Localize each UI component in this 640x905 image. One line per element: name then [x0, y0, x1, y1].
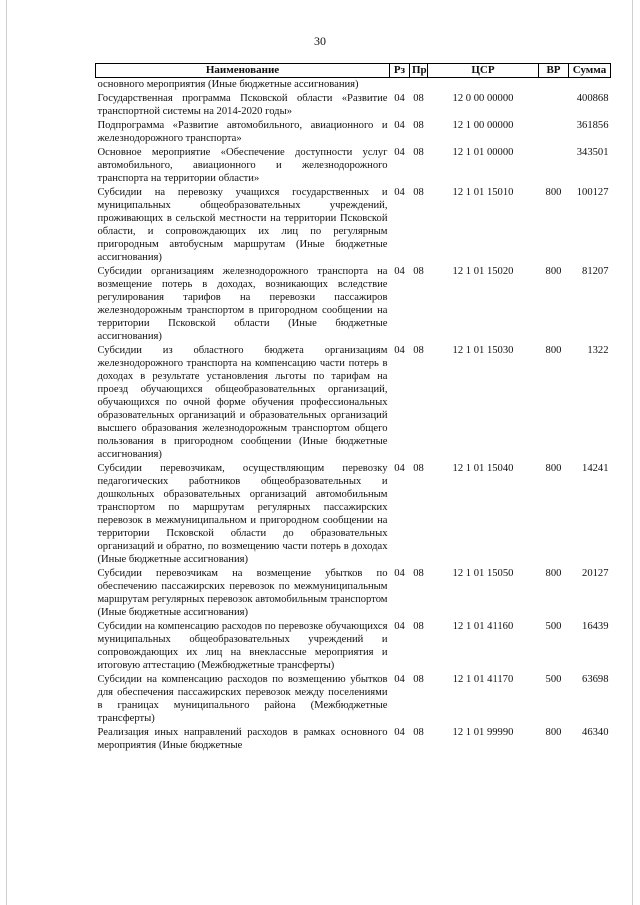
cell-vr: [539, 146, 569, 186]
cell-pr: 08: [413, 674, 424, 685]
cell-sum: 20127: [582, 568, 609, 579]
cell-vr: 500: [545, 674, 562, 685]
column-header-rz: Рз: [390, 64, 410, 78]
cell-name: Субсидии перевозчикам на возмещение убытков по обеспечению пассажирских перевозок по межмуниципальным маршрутам регулярных перевозок автомобильным транспортом (Иные бюджетные ассигнования): [97, 568, 388, 618]
cell-rz: 04: [394, 266, 405, 277]
cell-csr: 12 0 00 00000: [452, 93, 514, 104]
table-row: [96, 344, 611, 462]
cell-sum: 343501: [576, 147, 609, 158]
table-row: [96, 726, 611, 753]
table-row: [96, 567, 611, 620]
cell-vr: 800: [545, 463, 562, 474]
cell-csr: 12 1 01 15030: [452, 345, 514, 356]
cell-rz: 04: [394, 147, 405, 158]
table-header: [96, 64, 611, 78]
cell-vr: [539, 78, 569, 93]
cell-vr: 800: [545, 568, 562, 579]
cell-csr: [428, 78, 539, 93]
cell-vr: 800: [545, 727, 562, 738]
cell-name: Субсидии на компенсацию расходов по перевозке обучающихся муниципальных общеобразовательных учреждений и сопровождающих их лиц на внеклассные мероприятия и итоговую аттестацию (Межбюджетные трансферты): [97, 621, 388, 671]
column-header-pr: Пр: [410, 64, 428, 78]
cell-vr: 800: [545, 345, 562, 356]
cell-rz: 04: [394, 93, 405, 104]
scan-edge-right: [632, 0, 633, 905]
cell-pr: [410, 78, 428, 93]
cell-sum: 46340: [582, 727, 609, 738]
cell-csr: 12 1 01 99990: [452, 727, 514, 738]
column-header-sum: Сумма: [569, 64, 611, 78]
table-row: [96, 620, 611, 673]
cell-rz: 04: [394, 568, 405, 579]
cell-csr: 12 1 01 15010: [452, 187, 514, 198]
cell-sum: 361856: [576, 120, 609, 131]
table-row: [96, 462, 611, 567]
cell-name: Реализация иных направлений расходов в рамках основного мероприятия (Иные бюджетные: [97, 727, 388, 751]
cell-pr: 08: [413, 187, 424, 198]
cell-name: Субсидии организациям железнодорожного транспорта на возмещение потерь в доходах, возникающих вследствие регулирования тарифов на перевозки пассажиров железнодорожным транспортом в пригородном сообщении на территории Псковской области (Иные бюджетные ассигнования): [97, 266, 388, 342]
table-row: [96, 673, 611, 726]
cell-name: Субсидии на перевозку учащихся государственных и муниципальных общеобразовательных учреждений, проживающих в сельской местности на территории Псковской области, и сопровождающих их лиц по регулярным пригородным автобусным маршрутам (Иные бюджетные ассигнования): [97, 187, 388, 263]
cell-name: Государственная программа Псковской области «Развитие транспортной системы на 2014-2020 годы»: [97, 93, 388, 117]
column-header-vr: ВР: [539, 64, 569, 78]
cell-name: Подпрограмма «Развитие автомобильного, авиационного и железнодорожного транспорта»: [97, 120, 388, 144]
cell-rz: 04: [394, 120, 405, 131]
cell-rz: 04: [394, 187, 405, 198]
cell-name: Основное мероприятие «Обеспечение доступности услуг автомобильного, авиационного и железнодорожного транспорта на территории области»: [97, 147, 388, 184]
cell-vr: [539, 92, 569, 119]
cell-csr: 12 1 00 00000: [452, 120, 514, 131]
cell-pr: 08: [413, 463, 424, 474]
table-row: [96, 186, 611, 265]
cell-name: Субсидии перевозчикам, осуществляющим перевозку педагогических работников общеобразовательных и дошкольных образовательных организаций автомобильным транспортом по маршрутам регулярных пассажирских перевозок в межмуниципальном и пригородном сообщении на территории Псковской области до образовательных организаций и обратно, по возмещению части потерь в доходах (Иные бюджетные ассигнования): [97, 463, 388, 565]
cell-vr: 500: [545, 621, 562, 632]
cell-pr: 08: [413, 147, 424, 158]
cell-sum: 63698: [582, 674, 609, 685]
page-number: 30: [314, 34, 326, 48]
cell-csr: 12 1 01 41160: [452, 621, 514, 632]
cell-sum: [569, 78, 611, 93]
cell-vr: 800: [545, 187, 562, 198]
cell-rz: [390, 78, 410, 93]
cell-sum: 1322: [587, 345, 609, 356]
cell-rz: 04: [394, 463, 405, 474]
table-row: [96, 265, 611, 344]
cell-pr: 08: [413, 120, 424, 131]
cell-name: Субсидии на компенсацию расходов по возмещению убытков для обеспечения пассажирских перевозок между поселениями в границах муниципального района (Межбюджетные трансферты): [97, 674, 388, 724]
cell-name: основного мероприятия (Иные бюджетные ассигнования): [97, 79, 359, 90]
cell-sum: 16439: [582, 621, 609, 632]
cell-sum: 100127: [576, 187, 609, 198]
cell-pr: 08: [413, 345, 424, 356]
cell-vr: [539, 119, 569, 146]
cell-rz: 04: [394, 727, 405, 738]
cell-sum: 400868: [576, 93, 609, 104]
cell-rz: 04: [394, 621, 405, 632]
cell-pr: 08: [413, 727, 424, 738]
cell-pr: 08: [413, 93, 424, 104]
cell-csr: 12 1 01 15020: [452, 266, 514, 277]
cell-sum: 14241: [582, 463, 609, 474]
table-row: [96, 119, 611, 146]
cell-pr: 08: [413, 621, 424, 632]
cell-pr: 08: [413, 266, 424, 277]
cell-vr: 800: [545, 266, 562, 277]
column-header-csr: ЦСР: [428, 64, 539, 78]
budget-table: [95, 63, 611, 753]
table-row: [96, 78, 611, 93]
cell-csr: 12 1 01 15050: [452, 568, 514, 579]
scan-edge-left: [6, 0, 7, 905]
cell-csr: 12 1 01 41170: [452, 674, 514, 685]
cell-rz: 04: [394, 345, 405, 356]
table-row: [96, 146, 611, 186]
cell-name: Субсидии из областного бюджета организациям железнодорожного транспорта на компенсацию части потерь в доходах в результате установления льготы по тарифам на проезд обучающихся общеобразовательных организаций, обучающихся по очной форме обучения профессиональных образовательных организаций и образовательных организаций высшего образования железнодорожным транспортом общего пользования в пригородном сообщении (Иные бюджетные ассигнования): [97, 345, 388, 460]
cell-rz: 04: [394, 674, 405, 685]
table-row: [96, 92, 611, 119]
cell-csr: 12 1 01 00000: [452, 147, 514, 158]
table-body: [96, 78, 611, 754]
cell-pr: 08: [413, 568, 424, 579]
column-header-name: Наименование: [96, 64, 390, 78]
cell-csr: 12 1 01 15040: [452, 463, 514, 474]
cell-sum: 81207: [582, 266, 609, 277]
